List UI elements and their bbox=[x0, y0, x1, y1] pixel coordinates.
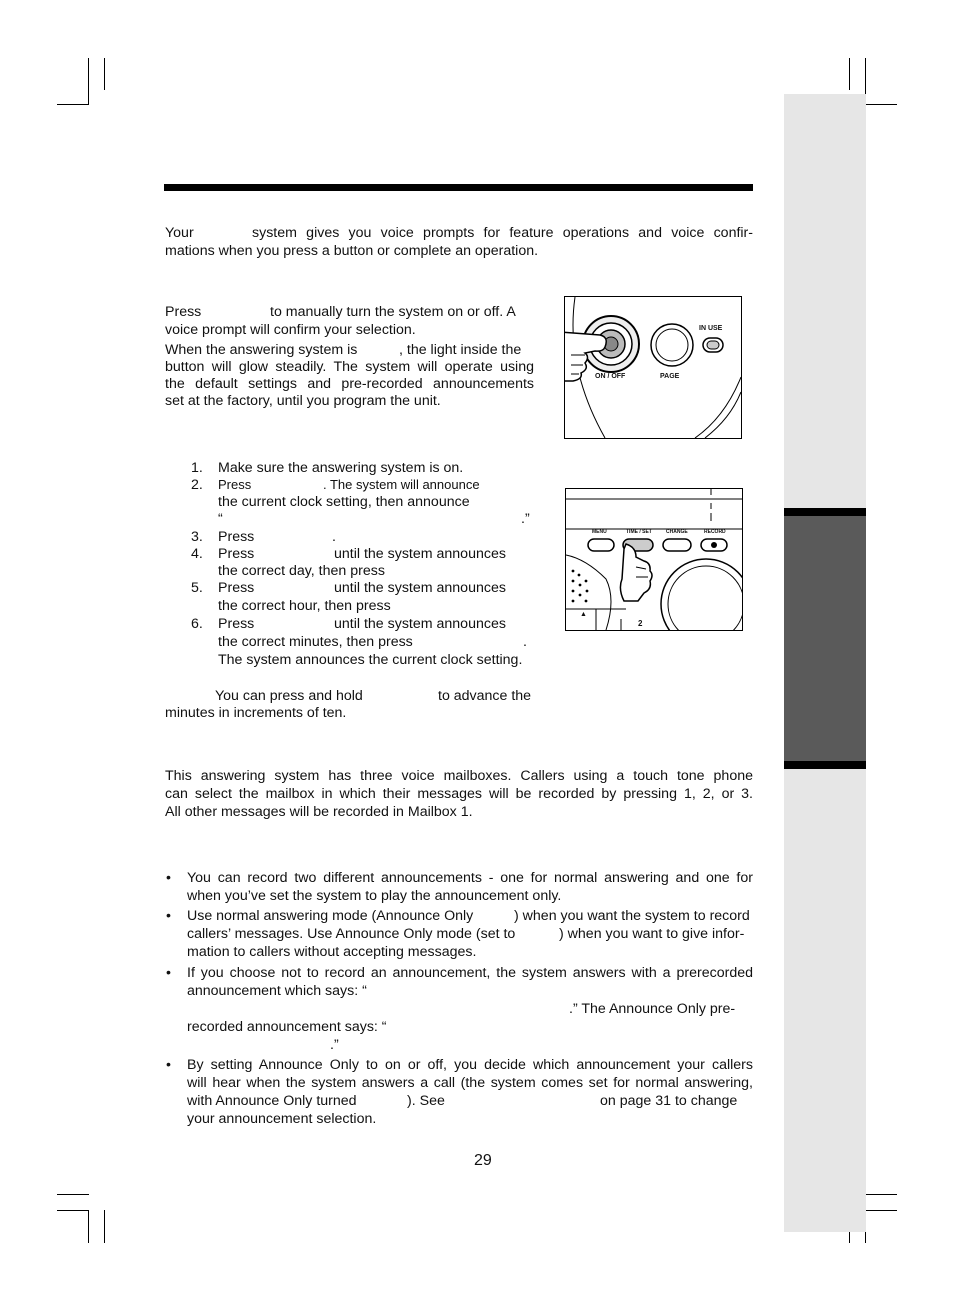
crop-mark bbox=[57, 1210, 89, 1211]
mailbox-2-label: 2 bbox=[638, 619, 643, 628]
step-text: until the system announces bbox=[334, 580, 506, 596]
time-set-label: TIME / SET bbox=[626, 529, 652, 535]
bullet-mark: • bbox=[166, 1057, 171, 1073]
header-rule bbox=[164, 184, 753, 191]
bullet-text: .” The Announce Only pre- bbox=[569, 1001, 736, 1017]
tip-text: minutes in increments of ten. bbox=[165, 705, 347, 721]
step-text: the current clock setting, then announce bbox=[218, 494, 470, 510]
onoff-label: ON / OFF bbox=[595, 373, 626, 380]
bullet-text: If you choose not to record an announcement, the system answers with a prerecorded bbox=[187, 965, 753, 981]
crop-mark bbox=[57, 104, 89, 105]
section-tab-top-line bbox=[784, 508, 866, 516]
step-number: 2. bbox=[191, 477, 203, 493]
intro-text: mations when you press a button or complete an operation. bbox=[165, 243, 539, 259]
onoff-text: the default settings and pre-recorded announcements bbox=[165, 376, 534, 392]
intro-text: Your bbox=[165, 225, 194, 241]
onoff-text: Press bbox=[165, 304, 202, 320]
step-text: Press bbox=[218, 529, 255, 545]
section-tab bbox=[784, 516, 866, 762]
bullet-text: You can record two different announcements - one for normal answering and one for bbox=[187, 870, 753, 886]
bullet-text: callers’ messages. Use Announce Only mode (set to bbox=[187, 926, 516, 942]
onoff-text: , the light inside the bbox=[399, 342, 522, 358]
page-number: 29 bbox=[474, 1152, 492, 1169]
mailbox-text: can select the mailbox in which their messages will be recorded by pressing 1, 2, or 3. bbox=[165, 786, 753, 802]
crop-mark bbox=[849, 58, 850, 90]
bullet-mark: • bbox=[166, 908, 171, 924]
step-text: The system announces the current clock setting. bbox=[218, 652, 523, 668]
record-label: RECORD bbox=[704, 529, 726, 535]
step-text: the correct minutes, then press bbox=[218, 634, 413, 650]
onoff-text: voice prompt will confirm your selection. bbox=[165, 322, 416, 338]
bullet-text: ) when you want the system to record bbox=[514, 908, 750, 924]
bullet-text: ). See bbox=[407, 1093, 445, 1109]
mailbox-text: This answering system has three voice mailboxes. Callers using a touch tone phone bbox=[165, 768, 753, 784]
step-number: 4. bbox=[191, 546, 203, 562]
intro-text: system gives you voice prompts for feature operations and voice confir- bbox=[252, 225, 753, 241]
bullet-text: By setting Announce Only to on or off, you decide which announcement your callers bbox=[187, 1057, 753, 1073]
step-text: Press bbox=[218, 477, 252, 492]
bullet-text: when you’ve set the system to play the announcement only. bbox=[187, 888, 562, 904]
bullet-text: your announcement selection. bbox=[187, 1111, 377, 1127]
step-text: until the system announces bbox=[334, 616, 506, 632]
inuse-label: IN USE bbox=[699, 325, 723, 332]
crop-mark bbox=[865, 1210, 897, 1211]
step-number: 5. bbox=[191, 580, 203, 596]
step-text: “ bbox=[218, 511, 223, 527]
onoff-text: button will glow steadily. The system will operate using bbox=[165, 359, 534, 375]
onoff-text: When the answering system is bbox=[165, 342, 358, 358]
crop-mark bbox=[57, 1194, 89, 1195]
crop-mark bbox=[104, 1210, 105, 1243]
onoff-button-illustration bbox=[564, 296, 742, 439]
onoff-text: set at the factory, until you program the unit. bbox=[165, 393, 441, 409]
bullet-text: will hear when the system answers a call (the system comes set for normal answering, bbox=[187, 1075, 753, 1091]
step-text: the correct day, then press bbox=[218, 563, 385, 579]
crop-mark bbox=[865, 1194, 897, 1195]
bullet-text: announcement which says: “ bbox=[187, 983, 367, 999]
menu-label: MENU bbox=[592, 529, 607, 535]
mailbox-text: All other messages will be recorded in Mailbox 1. bbox=[165, 804, 473, 820]
step-text: .” bbox=[521, 511, 530, 527]
bullet-mark: • bbox=[166, 870, 171, 886]
crop-mark bbox=[88, 58, 89, 104]
bullet-text: on page 31 to change bbox=[600, 1093, 738, 1109]
step-text: the correct hour, then press bbox=[218, 598, 391, 614]
up-arrow-icon: ▲ bbox=[580, 611, 587, 618]
step-text: until the system announces bbox=[334, 546, 506, 562]
tip-text: to advance the bbox=[438, 688, 532, 704]
crop-mark bbox=[104, 58, 105, 90]
step-text: Press bbox=[218, 546, 255, 562]
crop-mark bbox=[865, 104, 897, 105]
time-set-button-illustration bbox=[565, 488, 743, 631]
change-label: CHANGE bbox=[666, 529, 688, 535]
phone-base-drawing bbox=[565, 297, 741, 438]
bullet-text: mation to callers without accepting messages. bbox=[187, 944, 477, 960]
bullet-text: ) when you want to give infor- bbox=[559, 926, 745, 942]
step-text: . bbox=[523, 634, 527, 650]
bullet-mark: • bbox=[166, 965, 171, 981]
bullet-text: recorded announcement says: “ bbox=[187, 1019, 387, 1035]
step-number: 6. bbox=[191, 616, 203, 632]
page-label: PAGE bbox=[660, 373, 680, 380]
control-panel-drawing bbox=[566, 489, 742, 630]
section-tab-bottom-line bbox=[784, 761, 866, 769]
step-text: Press bbox=[218, 580, 255, 596]
step-text: Press bbox=[218, 616, 255, 632]
bullet-text: Use normal answering mode (Announce Only bbox=[187, 908, 474, 924]
bullet-text: with Announce Only turned bbox=[187, 1093, 357, 1109]
step-text: . bbox=[332, 529, 336, 545]
step-number: 3. bbox=[191, 529, 203, 545]
step-text: . The system will announce bbox=[323, 477, 480, 492]
tip-text: You can press and hold bbox=[215, 688, 363, 704]
crop-mark bbox=[88, 1210, 89, 1243]
step-number: 1. bbox=[191, 460, 203, 476]
onoff-text: to manually turn the system on or off. A bbox=[270, 304, 516, 320]
bullet-text: .” bbox=[330, 1037, 339, 1053]
step-text: Make sure the answering system is on. bbox=[218, 460, 464, 476]
